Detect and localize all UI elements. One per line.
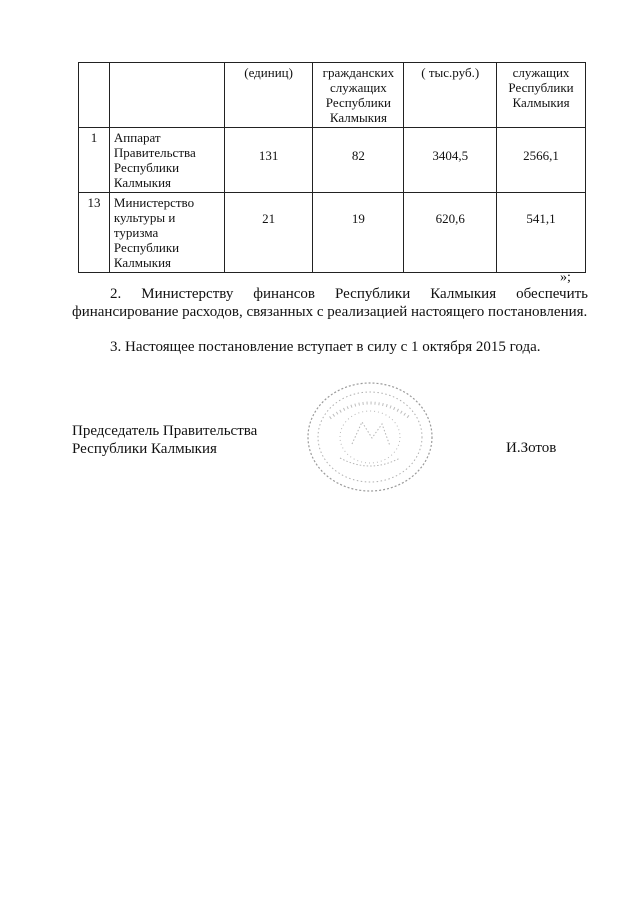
- header-cell: гражданских служащих Республики Калмыкия: [313, 63, 404, 128]
- row-number: 1: [79, 128, 110, 193]
- signer-title: [72, 422, 257, 458]
- signer-title-line-2: Республики Калмыкия: [72, 441, 217, 457]
- row-cell: 19: [313, 193, 404, 273]
- paragraph-2: 2. Министерству финансов Республики Калмыкия обеспечить финансирование расходов, связанных с реализацией настоящего постановления.: [72, 286, 588, 320]
- row-cell: 620,6: [404, 193, 497, 273]
- budget-table: [78, 62, 586, 273]
- row-cell: 2566,1: [497, 128, 586, 193]
- signer-name: И.Зотов: [506, 440, 557, 456]
- row-number: 13: [79, 193, 110, 273]
- paragraph-3: 3. Настоящее постановление вступает в силу с 1 октября 2015 года.: [110, 339, 541, 355]
- row-name: Аппарат Правительства Республики Калмыкия: [109, 128, 224, 193]
- header-cell: (единиц): [224, 63, 313, 128]
- closing-quote: »;: [560, 270, 571, 285]
- header-cell: [109, 63, 224, 128]
- row-cell: 82: [313, 128, 404, 193]
- header-cell: ( тыс.руб.): [404, 63, 497, 128]
- row-cell: 3404,5: [404, 128, 497, 193]
- table-row: [79, 128, 586, 193]
- row-name: Министерство культуры и туризма Республики Калмыкия: [109, 193, 224, 273]
- official-seal-icon: [300, 378, 440, 496]
- signer-title-line-1: Председатель Правительства: [72, 423, 258, 439]
- header-cell: [79, 63, 110, 128]
- header-cell: служащих Республики Калмыкия: [497, 63, 586, 128]
- table-row: [79, 193, 586, 273]
- row-cell: 131: [224, 128, 313, 193]
- table-header-row: [79, 63, 586, 128]
- row-cell: 21: [224, 193, 313, 273]
- row-cell: 541,1: [497, 193, 586, 273]
